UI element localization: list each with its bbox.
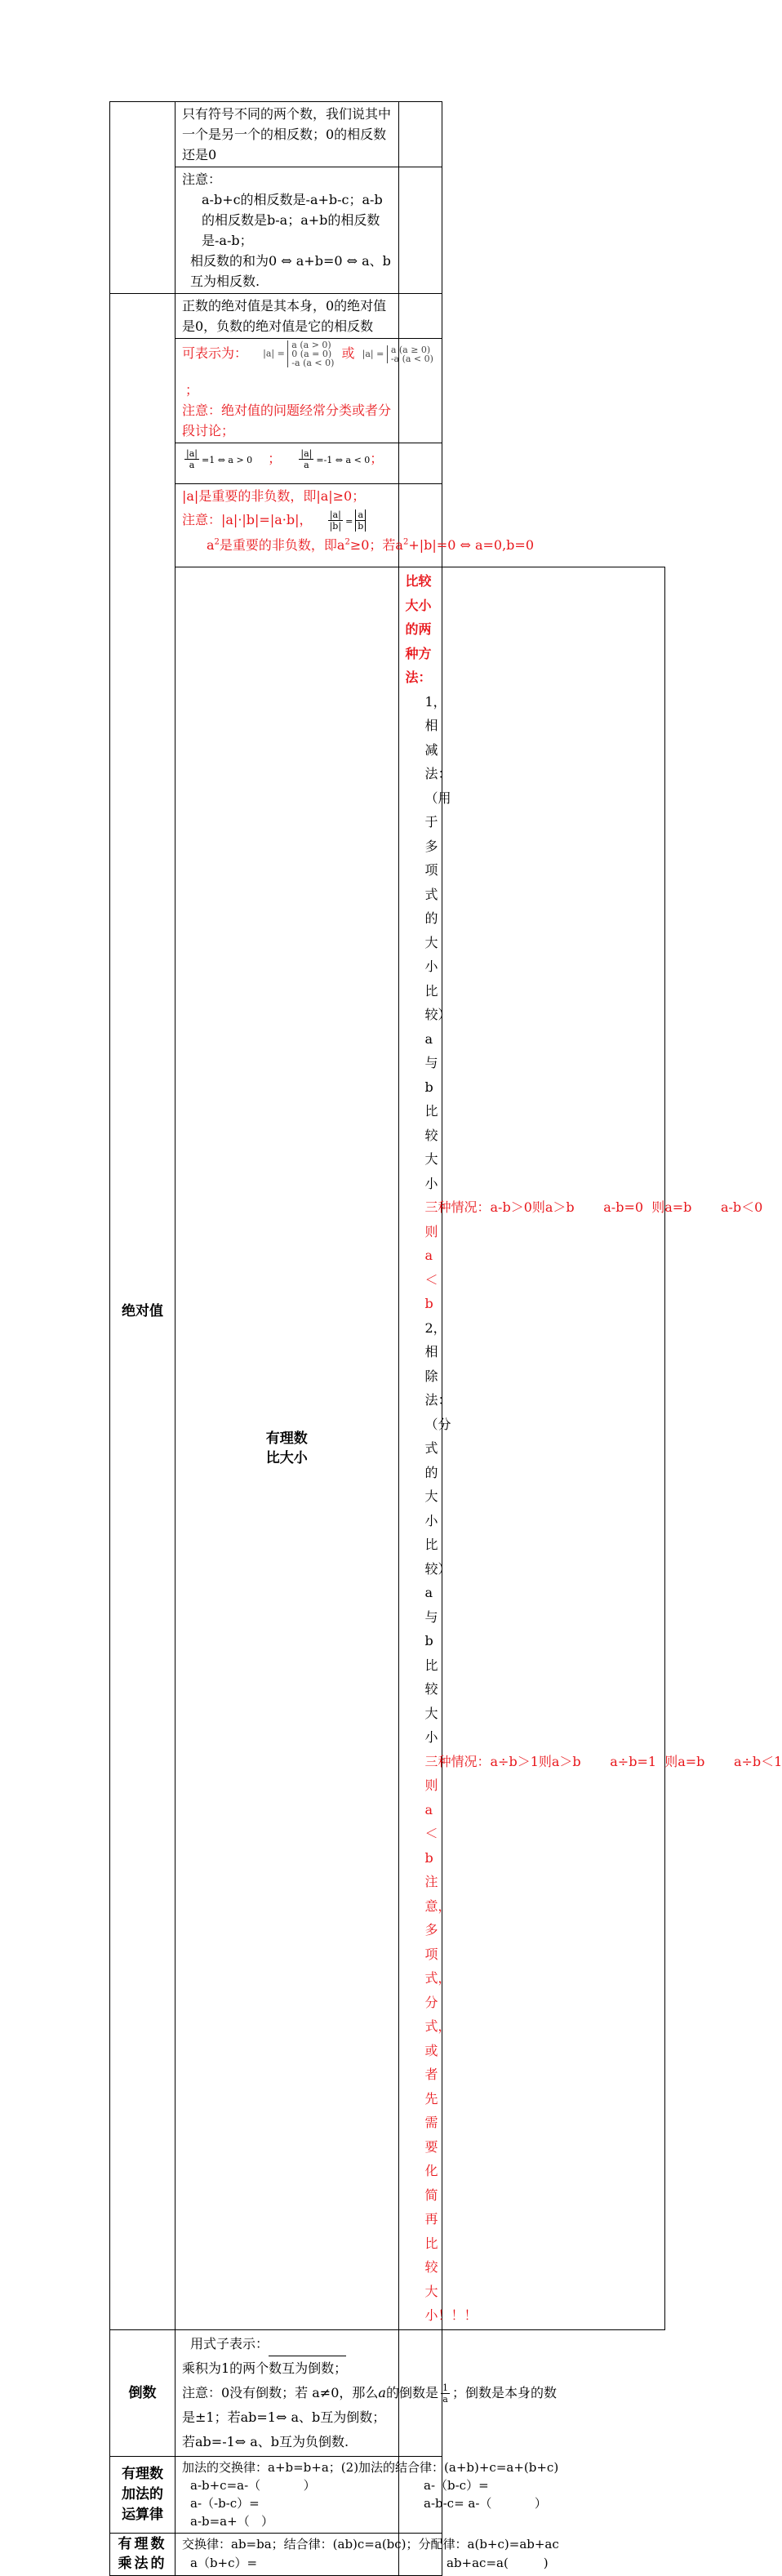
label-line: 有理数 bbox=[265, 1430, 308, 1447]
note-text: ；倒数是本身的数 bbox=[451, 2384, 557, 2400]
abs-frac2-rhs: =-1 ⇔ a < 0 bbox=[316, 455, 371, 465]
frac-denominator: a bbox=[189, 460, 195, 470]
frac-denominator: |b| bbox=[329, 521, 342, 532]
frac-denominator: b bbox=[358, 521, 364, 532]
expr-left: a（b+c）= bbox=[190, 2555, 258, 2570]
abs-fraction-4 bbox=[355, 509, 366, 532]
compare-cell bbox=[398, 567, 782, 2330]
piecewise-lhs: |a| = bbox=[263, 348, 285, 359]
abs-square-line bbox=[182, 535, 534, 555]
separator: ； bbox=[268, 451, 282, 466]
abs-nonneg: |a|是重要的非负数，即|a|≥0； bbox=[182, 488, 366, 504]
compare-m2-cases: 三种情况：a÷b＞1则a＞b a÷b=1 则a=b a÷b＜1 bbox=[424, 1753, 782, 1769]
abs-fraction-2 bbox=[299, 448, 313, 470]
separator: ； bbox=[370, 451, 384, 466]
abs-expr-semicolon: ； bbox=[185, 382, 199, 398]
compare-title: 比较大小的两种方法： bbox=[405, 573, 432, 685]
abs-note2: 注意：|a|·|b|=|a·b|， bbox=[182, 512, 313, 527]
expr-right: a-（b-c）= bbox=[424, 2477, 489, 2493]
note-text: 注意：0没有倒数；若 a≠0，那么 bbox=[182, 2384, 379, 2400]
piecewise-case: a (a > 0) bbox=[291, 340, 331, 350]
sq-exponent: 2 bbox=[214, 537, 220, 547]
note-title: 注意： bbox=[182, 171, 222, 187]
expr-right: a-b-c= a-（ ） bbox=[424, 2495, 547, 2511]
compare-row bbox=[110, 567, 665, 2330]
reciprocal-row bbox=[110, 2329, 665, 2456]
expr-left: a-b+c=a-（ ） bbox=[190, 2477, 316, 2493]
piecewise-lhs: |a| = bbox=[362, 348, 384, 359]
expr-right: ab+ac=a( ) bbox=[447, 2555, 549, 2570]
multiplication-line-1: 交换律：ab=ba；结合律：(ab)c=a(bc)；分配律：a(b+c)=ab+ac bbox=[182, 2536, 559, 2552]
compare-note: 注意，多项式，分式，或者先需要化简再比较大小！！！ bbox=[424, 1874, 478, 2323]
addition-line-3 bbox=[182, 2494, 547, 2512]
reciprocal-def: 乘积为1的两个数互为倒数； bbox=[182, 2360, 348, 2376]
frac-numerator: a bbox=[356, 509, 365, 521]
reciprocal-expr-text: 用式子表示： bbox=[190, 2335, 269, 2351]
abs-piecewise-2 bbox=[362, 345, 433, 363]
multiplication-line-2 bbox=[182, 2554, 549, 2573]
piecewise-case: a (a ≥ 0) bbox=[390, 344, 431, 355]
reciprocal-expr bbox=[182, 2332, 393, 2356]
label-line: 运算律 bbox=[122, 2506, 163, 2523]
abs-expr-row bbox=[110, 339, 665, 443]
label-line: 加法的 bbox=[122, 2485, 163, 2503]
abs-expr-prefix: 可表示为： bbox=[182, 345, 248, 361]
sq-exponent: 2 bbox=[344, 537, 350, 547]
label-line: 比大小 bbox=[265, 1449, 308, 1466]
label-line: 有理数 bbox=[122, 2465, 163, 2482]
addition-line-4: a-b=a+（ ） bbox=[190, 2513, 273, 2529]
empty-cell bbox=[398, 102, 442, 167]
opposite-definition: 只有符号不同的两个数，我们说其中一个是另一个的相反数；0的相反数还是0 bbox=[176, 102, 399, 167]
sq-text: +|b|=0 ⇔ a=0,b=0 bbox=[408, 537, 534, 553]
frac-numerator: |a| bbox=[300, 448, 313, 459]
compare-label bbox=[176, 567, 399, 2330]
reciprocal-fraction bbox=[441, 2382, 450, 2405]
abs-frac1-rhs: =1 ⇔ a > 0 bbox=[201, 455, 253, 465]
sq-exponent: 2 bbox=[402, 537, 409, 547]
abs-nonneg-cell: |a|是重要的非负数，即|a|≥0； 注意：|a|·|b|=|a·b|， $\frac{|a|}{|b|}$ = $\frac{a}{b}$ $a^2$是重要的非负数，即$a^2\ge 0$；若$a^2+|b|=0$ ⇔ a=0,b=0 bbox=[176, 484, 399, 567]
empty-cell bbox=[398, 443, 442, 484]
abs-frac-cell bbox=[176, 443, 399, 484]
multiplication-row bbox=[110, 2533, 665, 2575]
abs-label: 绝对值 bbox=[110, 294, 176, 2330]
opposite-note-row bbox=[110, 167, 665, 294]
opposite-note-1: a-b+c的相反数是-a+b-c；a-b的相反数是b-a；a+b的相反数是-a-b； bbox=[202, 192, 383, 248]
answer-blank[interactable] bbox=[269, 2342, 346, 2356]
sq-text: 是重要的非负数，即a bbox=[219, 537, 345, 553]
expr-left: a-（-b-c）= bbox=[190, 2495, 260, 2511]
addition-line-2 bbox=[182, 2476, 489, 2494]
abs-fraction-1 bbox=[184, 448, 199, 470]
opposite-note-2: 相反数的和为0 ⇔ a+b=0 ⇔ a、b互为相反数. bbox=[190, 253, 391, 289]
addition-line-1: 加法的交换律：a+b=b+a；(2)加法的结合律：(a+b)+c=a+(b+c) bbox=[182, 2459, 559, 2475]
abs-expression-cell bbox=[176, 339, 433, 443]
frac-denominator: a bbox=[442, 2393, 448, 2405]
compare-m2-cases2: 则a＜b bbox=[424, 1777, 438, 1866]
abs-piecewise-1 bbox=[263, 340, 334, 367]
opposite-note-cell bbox=[176, 167, 399, 294]
compare-m1-cases2: 则a＜b bbox=[424, 1223, 438, 1311]
compare-m2-ab: a与b比较大小 bbox=[424, 1585, 438, 1745]
opposite-label-cell bbox=[110, 102, 176, 294]
label-line: 乘法的 bbox=[118, 2556, 167, 2572]
abs-def-row bbox=[110, 294, 665, 339]
abs-frac-row bbox=[110, 443, 665, 484]
note-text: 的倒数是 bbox=[385, 2384, 438, 2400]
sq-base: a bbox=[207, 537, 215, 553]
multiplication-cell bbox=[176, 2533, 559, 2575]
abs-fraction-3 bbox=[328, 509, 343, 532]
opposite-def-row bbox=[110, 102, 665, 167]
multiplication-label bbox=[110, 2533, 176, 2575]
reciprocal-cell bbox=[176, 2329, 557, 2456]
frac-numerator: |a| bbox=[328, 509, 343, 521]
addition-cell bbox=[176, 2456, 559, 2533]
compare-m2: 2，相除法：（分式的大小比较） bbox=[424, 1319, 451, 1577]
abs-nonneg-row bbox=[110, 484, 665, 567]
frac-denominator: a bbox=[304, 460, 309, 470]
empty-cell bbox=[398, 294, 442, 339]
note-var: a bbox=[378, 2384, 386, 2400]
reciprocal-label: 倒数 bbox=[110, 2329, 176, 2456]
abs-definition: 正数的绝对值是其本身，0的绝对值是0，负数的绝对值是它的相反数 bbox=[176, 294, 399, 339]
empty-cell bbox=[398, 167, 442, 294]
sq-text: ≥0；若a bbox=[349, 537, 403, 553]
piecewise-case: -a (a < 0) bbox=[291, 358, 335, 368]
addition-label bbox=[110, 2456, 176, 2533]
compare-m1: 1， 相减法：（用于多项式的大小比较） bbox=[424, 693, 451, 1022]
compare-m1-ab: a与b比较大小 bbox=[424, 1030, 438, 1191]
frac-numerator: 1 bbox=[442, 2382, 448, 2393]
piecewise-case: -a (a < 0) bbox=[390, 353, 433, 364]
piecewise-case: 0 (a = 0) bbox=[291, 349, 332, 359]
frac-numerator: |a| bbox=[186, 448, 198, 459]
abs-note: 注意：绝对值的问题经常分类或者分段讨论； bbox=[182, 403, 392, 438]
label-line: 有理数 bbox=[118, 2536, 167, 2552]
reciprocal-note bbox=[182, 2381, 557, 2405]
knowledge-table bbox=[109, 101, 782, 2576]
addition-row bbox=[110, 2456, 665, 2533]
compare-m1-cases: 三种情况：a-b＞0则a＞b a-b=0 则a=b a-b＜0 bbox=[424, 1199, 763, 1215]
empty-cell bbox=[442, 567, 665, 2330]
reciprocal-note2: 是±1；若ab=1⇔ a、b互为倒数；若ab=-1⇔ a、b互为负倒数. bbox=[182, 2409, 386, 2449]
abs-expr-or: 或 bbox=[341, 345, 355, 361]
